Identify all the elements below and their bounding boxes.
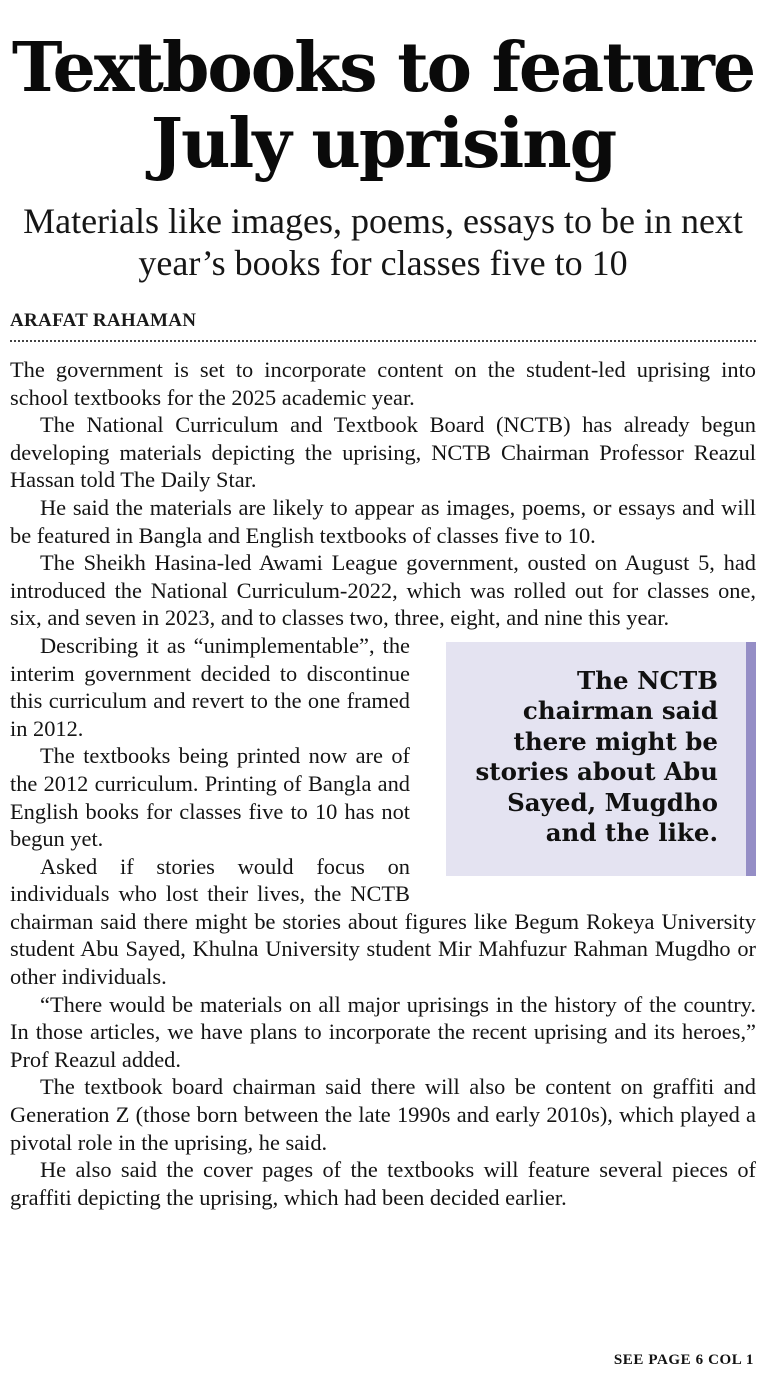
paragraph-9: The textbook board chairman said there will also be content on graffiti and Generation Z (those born between the late 1990s and early 2010s), which played a pivotal role in the uprising, he said. [10,1074,756,1155]
pull-quote: The NCTB chairman said there might be stories about Abu Sayed, Mugdho and the like. [446,642,756,876]
paragraph-2: The National Curriculum and Textbook Board (NCTB) has already begun developing materials depicting the uprising, NCTB Chairman Professor Reazul Hassan told The Daily Star. [10,412,756,493]
paragraph-7: Asked if stories would focus on individuals who lost their lives, the NCTB chairman said there might be stories about figures like Begum Rokeya University student Abu Sayed, Khulna University student Mir Mahfuzur Rahman Mugdho or other individuals. [10,853,756,990]
headline: Textbooks to feature July uprising [11,28,755,184]
paragraph-10: He also said the cover pages of the textbooks will feature several pieces of graffiti depicting the uprising, which had been decided earlier. [10,1157,756,1210]
paragraph-4: The Sheikh Hasina-led Awami League government, ousted on August 5, had introduced the National Curriculum-2022, which was rolled out for classes one, six, and seven in 2023, and to classes two, three, eight, and nine this year. [10,550,756,631]
paragraph-5: Describing it as “unimplementable”, the interim government decided to discontinue this curriculum and revert to the one framed in 2012. [10,632,410,741]
continuation-note: SEE PAGE 6 COL 1 [613,1352,754,1368]
paragraph-1: The government is set to incorporate content on the student-led uprising into school textbooks for the 2025 academic year. [10,357,756,410]
paragraph-3: He said the materials are likely to appear as images, poems, or essays and will be featured in Bangla and English textbooks of classes five to 10. [10,494,756,548]
paragraph-8: “There would be materials on all major uprisings in the history of the country. In those articles, we have plans to incorporate the recent uprising and its heroes,” Prof Reazul added. [10,991,756,1072]
article-body [10,356,756,1211]
paragraph-6: The textbooks being printed now are of the 2012 curriculum. Printing of Bangla and English books for classes five to 10 has not begun yet. [10,743,410,852]
subheadline: Materials like images, poems, essays to be in next year’s books for classes five to 10 [23,201,743,283]
byline: ARAFAT RAHAMAN [10,310,756,342]
